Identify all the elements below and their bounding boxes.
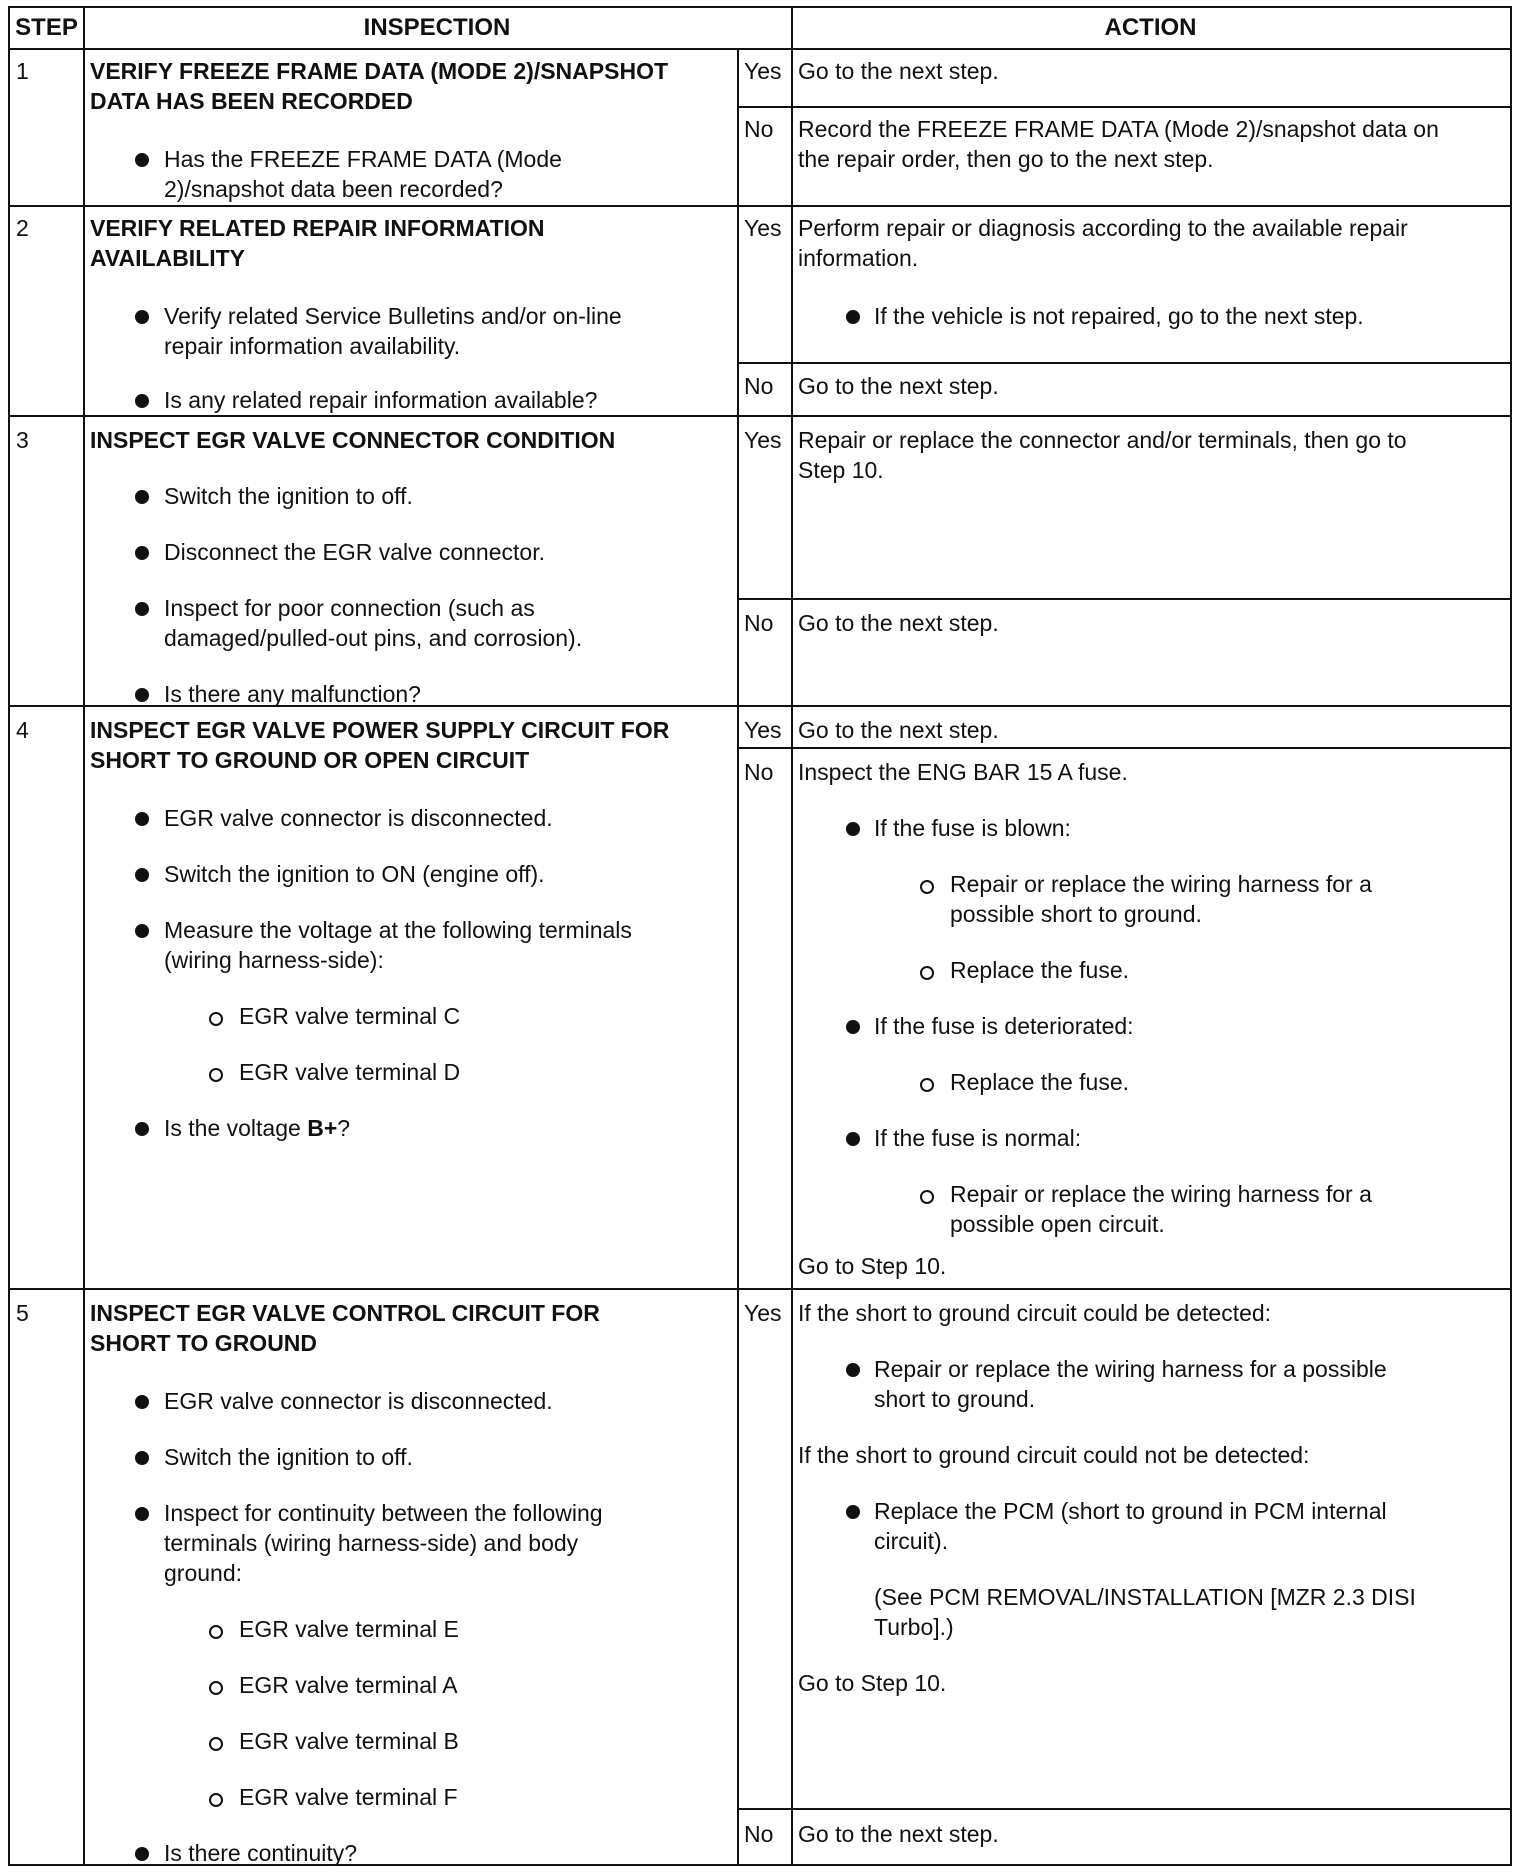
yes-label: Yes	[744, 427, 782, 453]
action-no: Record the FREEZE FRAME DATA (Mode 2)/snapshot data on the repair order, then go to the next step.	[798, 116, 1439, 172]
sub-bullet-icon	[209, 1012, 223, 1026]
diagnostic-table	[8, 6, 1512, 1866]
step-title: INSPECT EGR VALVE CONNECTOR CONDITION	[90, 427, 616, 453]
bullet-icon	[135, 924, 149, 938]
inspection-sub-bullet: EGR valve terminal E	[239, 1616, 459, 1642]
yes-label: Yes	[744, 215, 782, 241]
yes-label: Yes	[744, 717, 782, 743]
step-number: 4	[16, 717, 29, 743]
action-yes: Go to the next step.	[798, 58, 999, 84]
yes-label: Yes	[744, 58, 782, 84]
no-label: No	[744, 759, 774, 785]
inspection-bullet: Verify related Service Bulletins and/or on-line repair information availability.	[164, 303, 622, 359]
sub-bullet-icon	[209, 1068, 223, 1082]
step-title: INSPECT EGR VALVE POWER SUPPLY CIRCUIT FOR SHORT TO GROUND OR OPEN CIRCUIT	[90, 717, 670, 773]
action-yes-end: Go to Step 10.	[798, 1670, 947, 1696]
column-divider-answer	[737, 48, 739, 1864]
action-yes-bullet: If the vehicle is not repaired, go to the next step.	[874, 303, 1364, 329]
action-no-end: Go to Step 10.	[798, 1253, 947, 1279]
bullet-icon	[135, 1847, 149, 1861]
bullet-icon	[135, 153, 149, 167]
inspection-question: Is there continuity?	[164, 1840, 358, 1866]
no-label: No	[744, 610, 774, 636]
bullet-icon	[135, 546, 149, 560]
action-no-bullet: If the fuse is blown:	[874, 815, 1071, 841]
row-rule-1	[10, 205, 1510, 207]
inspection-bullet: Is there any malfunction?	[164, 681, 421, 707]
header-inspection: INSPECTION	[363, 14, 511, 41]
question-text: Is the voltage	[164, 1115, 308, 1141]
question-value: B+	[307, 1115, 338, 1141]
action-yes-bullet: Repair or replace the wiring harness for a possible short to ground.	[874, 1356, 1387, 1412]
bullet-icon	[135, 394, 149, 408]
header-action: ACTION	[1104, 14, 1197, 41]
bullet-icon	[846, 1363, 860, 1377]
bullet-icon	[846, 310, 860, 324]
row3-yes-no-rule	[737, 598, 1510, 600]
action-no-sub-bullet: Replace the fuse.	[950, 1069, 1130, 1095]
inspection-bullet: Has the FREEZE FRAME DATA (Mode 2)/snapshot data been recorded?	[164, 146, 562, 202]
action-yes: If the short to ground circuit could be detected:	[798, 1300, 1272, 1326]
bullet-icon	[846, 822, 860, 836]
row1-yes-no-rule	[737, 106, 1510, 108]
inspection-sub-bullet: EGR valve terminal C	[239, 1003, 461, 1029]
action-no-sub-bullet: Repair or replace the wiring harness for a possible short to ground.	[950, 871, 1372, 927]
bullet-icon	[135, 310, 149, 324]
action-no: Inspect the ENG BAR 15 A fuse.	[798, 759, 1128, 785]
action-yes-bullet: Replace the PCM (short to ground in PCM internal circuit).	[874, 1498, 1387, 1554]
action-yes: Repair or replace the connector and/or terminals, then go to Step 10.	[798, 427, 1407, 483]
action-no: Go to the next step.	[798, 373, 999, 399]
action-yes-note: (See PCM REMOVAL/INSTALLATION [MZR 2.3 DISI Turbo].)	[874, 1584, 1416, 1640]
bullet-icon	[135, 812, 149, 826]
row2-yes-no-rule	[737, 362, 1510, 364]
sub-bullet-icon	[920, 880, 934, 894]
step-number: 1	[16, 58, 29, 84]
step-title: VERIFY FREEZE FRAME DATA (MODE 2)/SNAPSHOT DATA HAS BEEN RECORDED	[90, 58, 669, 114]
inspection-bullet: Inspect for poor connection (such as damaged/pulled-out pins, and corrosion).	[164, 595, 583, 651]
sub-bullet-icon	[209, 1625, 223, 1639]
bullet-icon	[135, 602, 149, 616]
bullet-icon	[135, 1451, 149, 1465]
no-label: No	[744, 116, 774, 142]
inspection-question	[164, 1113, 350, 1143]
inspection-sub-bullet: EGR valve terminal F	[239, 1784, 458, 1810]
no-label: No	[744, 373, 774, 399]
action-yes: If the short to ground circuit could not be detected:	[798, 1442, 1310, 1468]
bullet-icon	[846, 1132, 860, 1146]
inspection-bullet: Measure the voltage at the following terminals (wiring harness-side):	[164, 917, 632, 973]
sub-bullet-icon	[920, 966, 934, 980]
inspection-sub-bullet: EGR valve terminal D	[239, 1059, 461, 1085]
yes-label: Yes	[744, 1300, 782, 1326]
header-step: STEP	[15, 14, 78, 41]
action-no: Go to the next step.	[798, 610, 999, 636]
bullet-icon	[135, 1122, 149, 1136]
sub-bullet-icon	[920, 1190, 934, 1204]
inspection-bullet: Switch the ignition to ON (engine off).	[164, 861, 545, 887]
sub-bullet-icon	[209, 1793, 223, 1807]
inspection-bullet: Switch the ignition to off.	[164, 483, 413, 509]
row-rule-2	[10, 415, 1510, 417]
sub-bullet-icon	[209, 1681, 223, 1695]
bullet-icon	[135, 490, 149, 504]
row4-yes-no-rule	[737, 747, 1510, 749]
bullet-icon	[846, 1020, 860, 1034]
inspection-bullet: Inspect for continuity between the following terminals (wiring harness-side) and body ground:	[164, 1500, 603, 1586]
action-no-sub-bullet: Repair or replace the wiring harness for a possible open circuit.	[950, 1181, 1372, 1237]
row5-yes-no-rule	[737, 1808, 1510, 1810]
action-no-sub-bullet: Replace the fuse.	[950, 957, 1130, 983]
step-number: 2	[16, 215, 29, 241]
column-divider-step	[83, 8, 85, 1864]
bullet-icon	[135, 868, 149, 882]
sub-bullet-icon	[920, 1078, 934, 1092]
step-number: 3	[16, 427, 29, 453]
question-mark: ?	[337, 1115, 351, 1141]
inspection-sub-bullet: EGR valve terminal A	[239, 1672, 458, 1698]
inspection-bullet: EGR valve connector is disconnected.	[164, 805, 553, 831]
no-label: No	[744, 1821, 774, 1847]
step-number: 5	[16, 1300, 29, 1326]
bullet-icon	[135, 1507, 149, 1521]
inspection-bullet: Disconnect the EGR valve connector.	[164, 539, 545, 565]
column-divider-action	[791, 8, 793, 1864]
header-rule	[10, 48, 1510, 50]
inspection-bullet: Switch the ignition to off.	[164, 1444, 413, 1470]
action-yes: Perform repair or diagnosis according to the available repair information.	[798, 215, 1408, 271]
bullet-icon	[135, 688, 149, 702]
inspection-bullet: EGR valve connector is disconnected.	[164, 1388, 553, 1414]
row-rule-4	[10, 1288, 1510, 1290]
action-no: Go to the next step.	[798, 1821, 999, 1847]
inspection-bullet: Is any related repair information available?	[164, 387, 598, 413]
action-no-bullet: If the fuse is normal:	[874, 1125, 1082, 1151]
bullet-icon	[846, 1505, 860, 1519]
step-title: VERIFY RELATED REPAIR INFORMATION AVAILABILITY	[90, 215, 545, 271]
inspection-sub-bullet: EGR valve terminal B	[239, 1728, 459, 1754]
bullet-icon	[135, 1395, 149, 1409]
sub-bullet-icon	[209, 1737, 223, 1751]
action-yes: Go to the next step.	[798, 717, 999, 743]
action-no-bullet: If the fuse is deteriorated:	[874, 1013, 1134, 1039]
step-title: INSPECT EGR VALVE CONTROL CIRCUIT FOR SHORT TO GROUND	[90, 1300, 600, 1356]
